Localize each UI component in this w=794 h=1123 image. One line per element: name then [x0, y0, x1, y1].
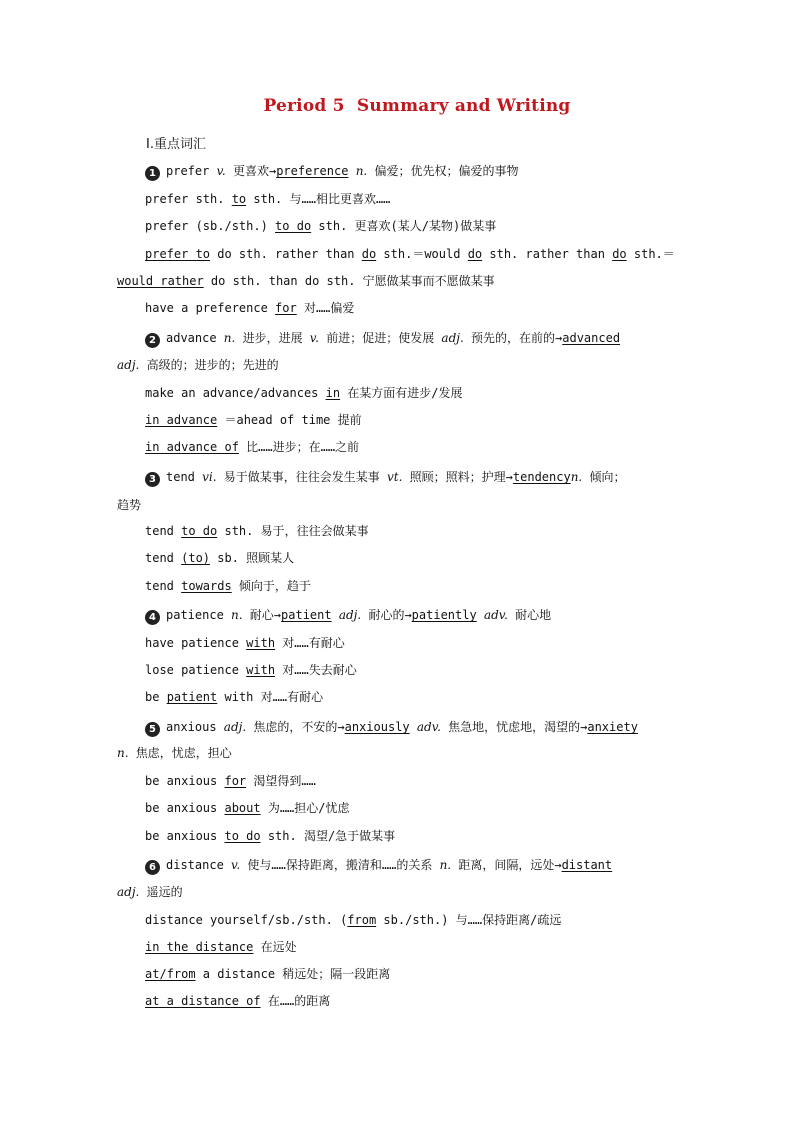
- entry-number-badge: 5: [145, 722, 160, 737]
- vocab-entry-head: [145, 163, 518, 181]
- vocab-line: [145, 385, 463, 401]
- vocab-entry-head: [145, 607, 551, 625]
- answer-blank: with: [246, 663, 276, 677]
- answer-blank: at a distance of: [145, 994, 261, 1008]
- line-text: 进步，进展: [235, 331, 310, 345]
- line-text: a distance 稍远处；隔一段距离: [195, 967, 391, 981]
- line-text: have a preference: [145, 301, 276, 315]
- line-text: distance yourself/sb./sth. (: [145, 913, 348, 927]
- line-text: advance: [166, 331, 224, 345]
- line-text: 耐心的→: [361, 608, 412, 622]
- line-text: 对……失去耐心: [275, 663, 357, 677]
- vocab-line: [117, 273, 495, 289]
- answer-blank: patient: [281, 608, 332, 622]
- line-text: 对……有耐心: [275, 636, 345, 650]
- answer-blank: do: [467, 247, 483, 261]
- line-text: sth. 易于，往往会做某事: [217, 524, 369, 538]
- part-of-speech: adv.: [483, 608, 508, 622]
- vocab-line: [145, 578, 311, 594]
- answer-blank: with: [246, 636, 276, 650]
- vocab-entry-head: [145, 330, 620, 348]
- vocab-line: [145, 966, 390, 982]
- line-text: make an advance/advances: [145, 386, 326, 400]
- answer-blank: to do: [275, 219, 312, 233]
- part-of-speech: n.: [439, 858, 452, 872]
- line-text: ＝ahead of time 提前: [217, 413, 362, 427]
- answer-blank: in advance: [145, 413, 218, 427]
- line-text: 高级的；进步的；先进的: [139, 358, 279, 372]
- answer-blank: about: [224, 801, 261, 815]
- line-text: sb. 照顾某人: [210, 551, 295, 565]
- part-of-speech: adj.: [117, 885, 140, 899]
- line-text: 在某方面有进步/发展: [340, 386, 463, 400]
- answer-blank: to: [231, 192, 247, 206]
- answer-blank: to do: [224, 829, 261, 843]
- vocab-line: [117, 884, 183, 900]
- vocab-line: [145, 912, 561, 928]
- part-of-speech: v.: [231, 858, 241, 872]
- page-title: Period 5 Summary and Writing: [263, 96, 571, 116]
- answer-blank: from: [347, 913, 377, 927]
- line-text: 焦虑的，不安的→: [246, 720, 345, 734]
- line-text: 焦虑，忧虑，担心: [128, 746, 232, 760]
- vocab-line: [117, 497, 141, 513]
- answer-blank: distant: [561, 858, 613, 872]
- vocab-entry-head: [145, 719, 638, 737]
- line-text: 在远处: [253, 940, 297, 954]
- line-text: be anxious: [145, 829, 225, 843]
- line-text: prefer sth.: [145, 192, 232, 206]
- line-text: 使与……保持距离，搬清和……的关系: [240, 858, 440, 872]
- line-text: prefer: [166, 164, 217, 178]
- line-text: 焦急地，忧虑地，渴望的→: [440, 720, 588, 734]
- answer-blank: preference: [276, 164, 349, 178]
- answer-blank: prefer to: [145, 247, 211, 261]
- vocab-line: [145, 828, 395, 844]
- vocab-line: [117, 745, 232, 761]
- part-of-speech: adj.: [338, 608, 362, 622]
- line-text: 比……进步；在……之前: [238, 440, 360, 454]
- line-text: distance: [166, 858, 232, 872]
- line-text: 倾向于，趋于: [231, 579, 311, 593]
- line-text: 对……偏爱: [296, 301, 355, 315]
- vocab-line: [117, 357, 279, 373]
- part-of-speech: v.: [309, 331, 319, 345]
- answer-blank: in: [325, 386, 341, 400]
- answer-blank: in advance of: [145, 440, 239, 454]
- vocab-line: [145, 439, 359, 455]
- line-text: tend: [145, 579, 182, 593]
- answer-blank: patiently: [411, 608, 477, 622]
- answer-blank: at/from: [145, 967, 196, 981]
- vocab-line: [145, 635, 345, 651]
- part-of-speech: n.: [117, 746, 129, 760]
- line-text: 易于做某事，往往会发生某事: [216, 470, 388, 484]
- line-text: 渴望得到……: [246, 774, 316, 788]
- answer-blank: for: [224, 774, 247, 788]
- entry-number-badge: 1: [145, 166, 160, 181]
- line-text: be: [145, 690, 167, 704]
- part-of-speech: n.: [355, 164, 368, 178]
- vocab-line: [145, 246, 675, 262]
- answer-blank: towards: [181, 579, 232, 593]
- line-text: anxious: [166, 720, 224, 734]
- answer-blank: do: [361, 247, 377, 261]
- line-text: sth.＝: [626, 247, 675, 261]
- part-of-speech: adj.: [223, 720, 247, 734]
- answer-blank: anxiously: [344, 720, 410, 734]
- line-text: sth. 与……相比更喜欢……: [246, 192, 391, 206]
- answer-blank: patient: [166, 690, 218, 704]
- line-text: tend: [145, 524, 182, 538]
- line-text: [410, 720, 417, 734]
- line-text: 为……担心/忧虑: [260, 801, 350, 815]
- line-text: tend: [145, 551, 182, 565]
- line-text: sb./sth.) 与……保持距离/疏远: [376, 913, 562, 927]
- entry-number-badge: 3: [145, 472, 160, 487]
- vocab-line: [145, 412, 362, 428]
- line-text: sth.＝would: [376, 247, 468, 261]
- answer-blank: would rather: [117, 274, 204, 288]
- part-of-speech: vi.: [202, 470, 217, 484]
- line-text: [477, 608, 484, 622]
- line-text: 遥远的: [139, 885, 183, 899]
- line-text: 在……的距离: [260, 994, 331, 1008]
- answer-blank: (to): [181, 551, 211, 565]
- line-text: patience: [166, 608, 232, 622]
- answer-blank: anxiety: [587, 720, 638, 734]
- line-text: [332, 608, 339, 622]
- vocab-line: [145, 773, 316, 789]
- line-text: be anxious: [145, 774, 225, 788]
- vocab-line: [145, 300, 354, 316]
- part-of-speech: v.: [216, 164, 226, 178]
- answer-blank: tendency: [512, 470, 571, 484]
- line-text: tend: [166, 470, 203, 484]
- line-text: sth. 渴望/急于做某事: [260, 829, 396, 843]
- answer-blank: for: [275, 301, 297, 315]
- line-text: be anxious: [145, 801, 225, 815]
- vocab-line: [145, 550, 294, 566]
- part-of-speech: n.: [223, 331, 236, 345]
- line-text: 耐心地: [507, 608, 552, 622]
- vocab-line: [145, 191, 390, 207]
- vocab-line: [145, 523, 369, 539]
- vocab-line: [145, 939, 297, 955]
- entry-number-badge: 2: [145, 333, 160, 348]
- answer-blank: advanced: [562, 331, 621, 345]
- vocab-entry-head: [145, 469, 625, 487]
- part-of-speech: adj.: [117, 358, 140, 372]
- line-text: have patience: [145, 636, 247, 650]
- part-of-speech: adv.: [416, 720, 441, 734]
- answer-blank: in the distance: [145, 940, 254, 954]
- part-of-speech: vt.: [387, 470, 403, 484]
- vocab-line: [145, 800, 350, 816]
- entry-number-badge: 4: [145, 610, 160, 625]
- entry-number-badge: 6: [145, 860, 160, 875]
- vocab-line: [145, 689, 323, 705]
- line-text: sth. rather than: [482, 247, 613, 261]
- line-text: 倾向；: [582, 470, 626, 484]
- line-text: do sth. than do sth. 宁愿做某事而不愿做某事: [203, 274, 495, 288]
- part-of-speech: adj.: [441, 331, 464, 345]
- line-text: 更喜欢→: [225, 164, 277, 178]
- line-text: 预先的，在前的→: [463, 331, 563, 345]
- vocab-line: [145, 662, 357, 678]
- line-text: [348, 164, 355, 178]
- line-text: 趋势: [117, 498, 142, 512]
- line-text: 照顾；照料；护理→: [402, 470, 513, 484]
- part-of-speech: n.: [570, 470, 583, 484]
- vocab-line: [145, 218, 496, 234]
- line-text: do sth. rather than: [210, 247, 362, 261]
- line-text: 前进；促进；使发展: [318, 331, 442, 345]
- line-text: with 对……有耐心: [217, 690, 324, 704]
- line-text: 偏爱；优先权；偏爱的事物: [367, 164, 519, 178]
- section-heading: Ⅰ.重点词汇: [146, 137, 206, 152]
- vocab-line: [145, 993, 330, 1009]
- line-text: lose patience: [145, 663, 247, 677]
- line-text: 耐心→: [242, 608, 282, 622]
- line-text: sth. 更喜欢(某人/某物)做某事: [311, 219, 497, 233]
- line-text: 距离，间隔，远处→: [451, 858, 562, 872]
- part-of-speech: n.: [231, 608, 243, 622]
- line-text: prefer (sb./sth.): [145, 219, 276, 233]
- vocab-entry-head: [145, 857, 612, 875]
- answer-blank: to do: [181, 524, 218, 538]
- answer-blank: do: [612, 247, 627, 261]
